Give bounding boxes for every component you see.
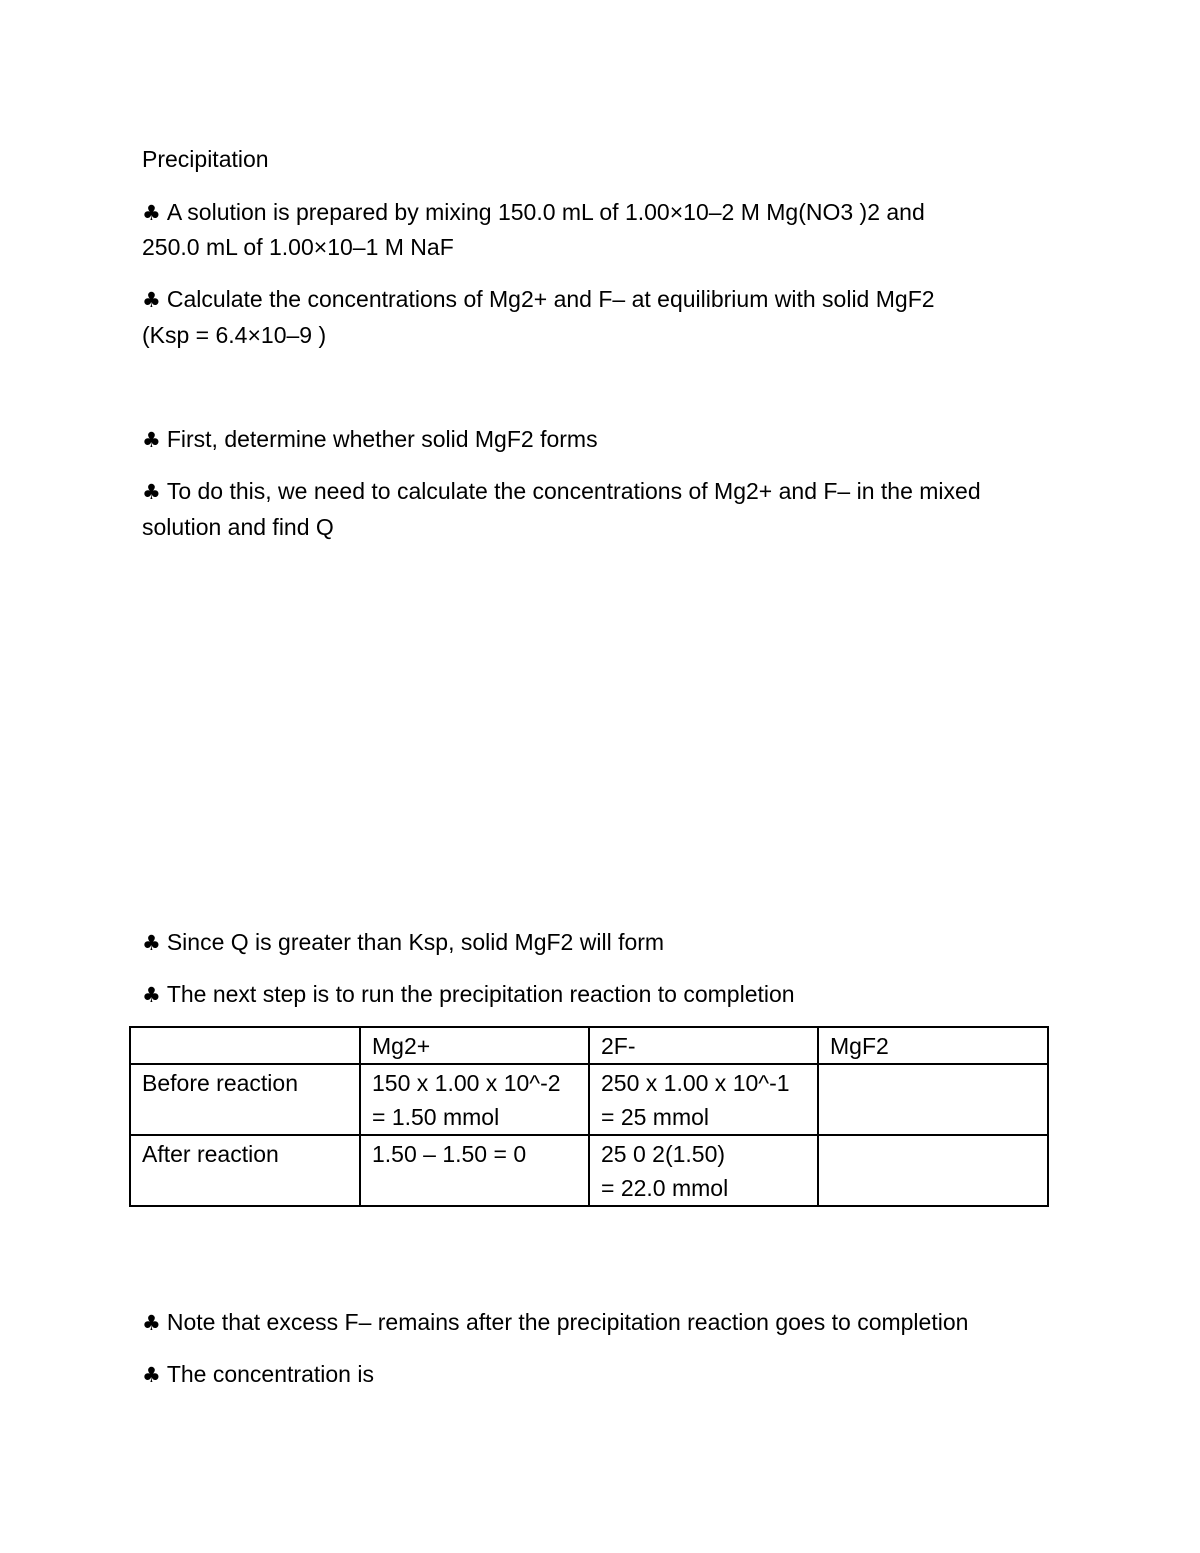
table-cell bbox=[130, 1135, 360, 1206]
paragraph-text: First, determine whether solid MgF2 forms bbox=[166, 426, 598, 452]
paragraph-first-determine bbox=[142, 422, 598, 458]
table-row bbox=[130, 1064, 1048, 1135]
paragraph-text: The concentration is bbox=[166, 1361, 374, 1387]
paragraph-text: To do this, we need to calculate the concentrations of Mg2+ and F– in the mixed bbox=[166, 478, 981, 504]
paragraph-mixing-line-1 bbox=[142, 195, 925, 231]
paragraph-since-q bbox=[142, 925, 664, 961]
paragraph-text: Note that excess F– remains after the precipitation reaction goes to completion bbox=[166, 1309, 969, 1335]
club-bullet-icon: ♣ bbox=[142, 428, 161, 452]
club-bullet-icon: ♣ bbox=[142, 288, 161, 312]
cell-line: 1.50 – 1.50 = 0 bbox=[372, 1141, 527, 1167]
paragraph-calculate-line-2: (Ksp = 6.4×10–9 ) bbox=[142, 322, 327, 348]
page-heading: Precipitation bbox=[142, 146, 269, 172]
paragraph-text: Calculate the concentrations of Mg2+ and F– at equilibrium with solid MgF2 bbox=[166, 286, 935, 312]
table-cell bbox=[818, 1064, 1048, 1135]
club-bullet-icon: ♣ bbox=[142, 983, 161, 1007]
table-cell bbox=[589, 1135, 818, 1206]
cell-line: 250 x 1.00 x 10^-1 bbox=[601, 1070, 790, 1096]
club-bullet-icon: ♣ bbox=[142, 480, 161, 504]
row-label: After reaction bbox=[142, 1141, 279, 1167]
paragraph-text: The next step is to run the precipitation reaction to completion bbox=[166, 981, 795, 1007]
club-bullet-icon: ♣ bbox=[142, 931, 161, 955]
ice-table bbox=[129, 1026, 1049, 1207]
club-bullet-icon: ♣ bbox=[142, 1363, 161, 1387]
cell-line: = 1.50 mmol bbox=[372, 1104, 500, 1130]
table-cell bbox=[360, 1135, 589, 1206]
paragraph-text: Since Q is greater than Ksp, solid MgF2 will form bbox=[166, 929, 665, 955]
table-cell bbox=[818, 1135, 1048, 1206]
table-cell bbox=[130, 1064, 360, 1135]
row-label: Before reaction bbox=[142, 1070, 298, 1096]
paragraph-mixing-line-2: 250.0 mL of 1.00×10–1 M NaF bbox=[142, 234, 454, 260]
table-header-cell: 2F- bbox=[589, 1027, 818, 1064]
table-cell bbox=[589, 1064, 818, 1135]
paragraph-next-step bbox=[142, 977, 795, 1013]
cell-line: 25 0 2(1.50) bbox=[601, 1141, 726, 1167]
table-cell bbox=[360, 1064, 589, 1135]
paragraph-to-do-this-line-2: solution and find Q bbox=[142, 514, 334, 540]
paragraph-text: A solution is prepared by mixing 150.0 mL of 1.00×10–2 M Mg(NO3 )2 and bbox=[166, 199, 925, 225]
table-header-cell bbox=[130, 1027, 360, 1064]
cell-line: 150 x 1.00 x 10^-2 bbox=[372, 1070, 561, 1096]
table-row bbox=[130, 1135, 1048, 1206]
paragraph-concentration bbox=[142, 1357, 374, 1393]
paragraph-note-excess bbox=[142, 1305, 968, 1341]
table-header-row bbox=[130, 1027, 1048, 1064]
paragraph-to-do-this-line-1 bbox=[142, 474, 981, 510]
paragraph-calculate-line-1 bbox=[142, 282, 935, 318]
table-header-cell: MgF2 bbox=[818, 1027, 1048, 1064]
cell-line: = 25 mmol bbox=[601, 1104, 710, 1130]
club-bullet-icon: ♣ bbox=[142, 1311, 161, 1335]
cell-line: = 22.0 mmol bbox=[601, 1175, 729, 1201]
club-bullet-icon: ♣ bbox=[142, 201, 161, 225]
table-header-cell: Mg2+ bbox=[360, 1027, 589, 1064]
